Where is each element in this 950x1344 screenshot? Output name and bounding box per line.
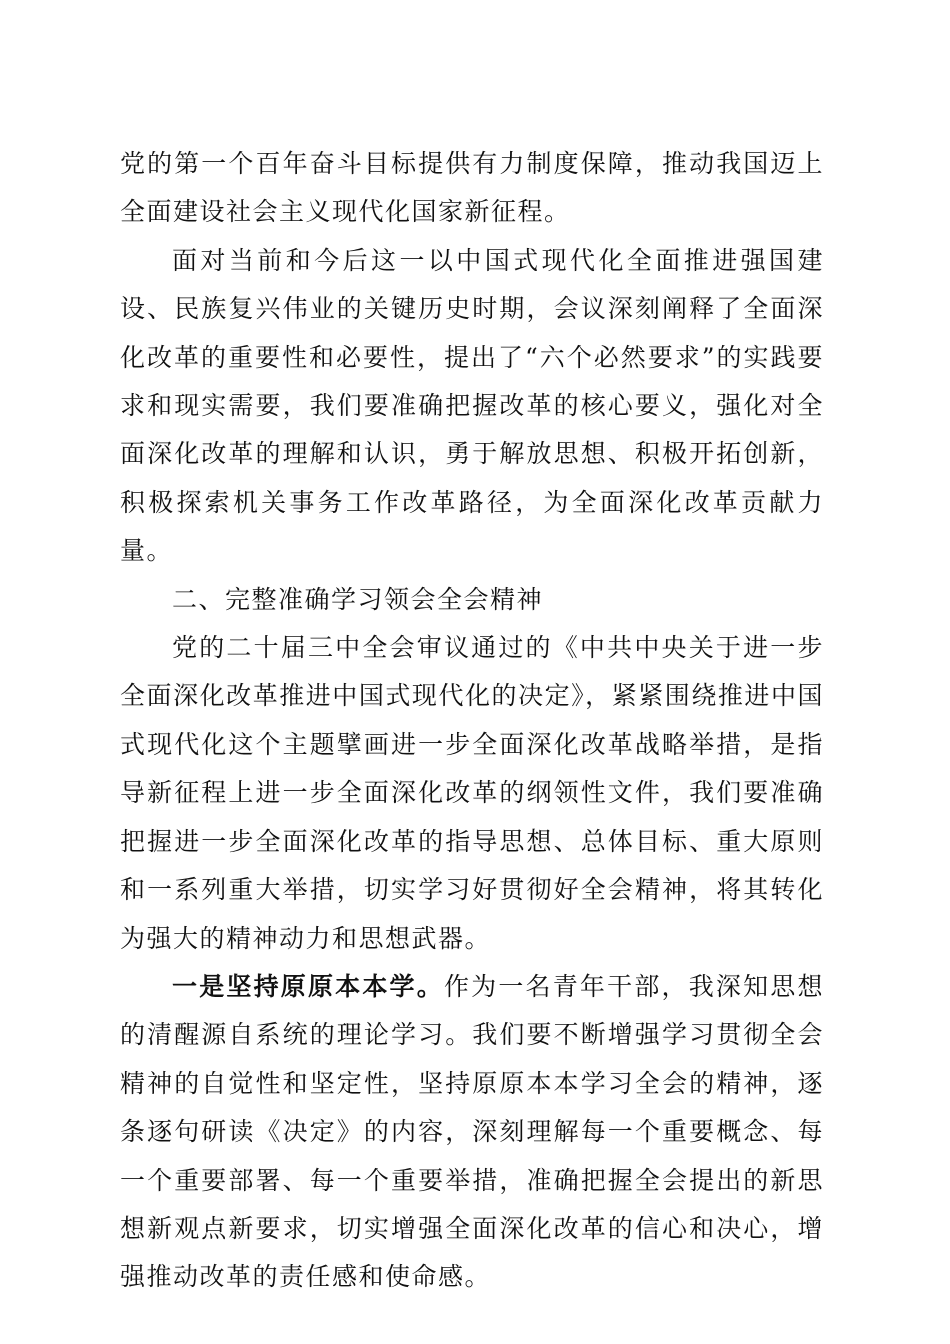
paragraph-decision-overview: 党的二十届三中全会审议通过的《中共中央关于进一步全面深化改革推进中国式现代化的决定》，紧紧围绕推进中国式现代化这个主题擘画进一步全面深化改革战略举措，是指导新征程上进一步全面深化改革的纲领性文件，我们要准确把握进一步全面深化改革的指导思想、总体目标、重大原则和一系列重大举措，切实学习好贯彻好全会精神，将其转化为强大的精神动力和思想武器。 [120,633,824,953]
paragraph-reform-significance: 面对当前和今后这一以中国式现代化全面推进强国建设、民族复兴伟业的关键历史时期，会议深刻阐释了全面深化改革的重要性和必要性，提出了“六个必然要求”的实践要求和现实需要，我们要准确把握改革的核心要义，强化对全面深化改革的理解和认识，勇于解放思想、积极开拓创新，积极探索机关事务工作改革路径，为全面深化改革贡献力量。 [120,245,824,566]
paragraph-body-text: 作为一名青年干部，我深知思想的清醒源自系统的理论学习。我们要不断增强学习贯彻全会精神的自觉性和坚定性，坚持原原本本学习全会的精神，逐条逐句研读《决定》的内容，深刻理解每一个重要概念、每一个重要部署、每一个重要举措，准确把握全会提出的新思想新观点新要求，切实增强全面深化改革的信心和决心，增强推动改革的责任感和使命感。 [120,971,824,1292]
document-body [120,140,824,1302]
paragraph-study-original [120,963,824,1302]
paragraph-continuation: 党的第一个百年奋斗目标提供有力制度保障，推动我国迈上全面建设社会主义现代化国家新征程。 [120,149,824,227]
paragraph-lead-phrase: 一是坚持原原本本学。 [172,971,444,1001]
section-heading-2: 二、完整准确学习领会全会精神 [172,584,544,614]
